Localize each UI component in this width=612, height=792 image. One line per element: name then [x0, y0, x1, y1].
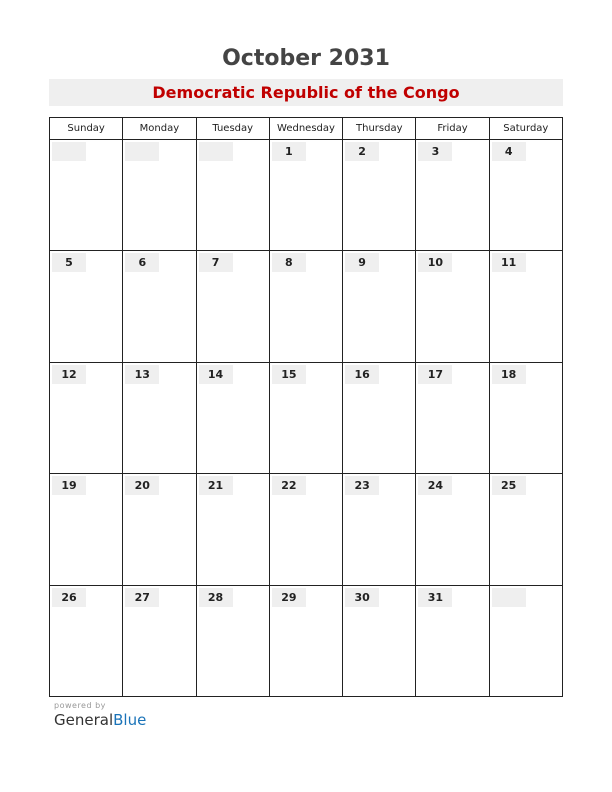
- day-cell: [343, 140, 416, 250]
- day-cell: [343, 251, 416, 361]
- day-number: 8: [272, 253, 306, 272]
- calendar-title: October 2031: [222, 46, 390, 71]
- day-number: 23: [345, 476, 379, 495]
- day-number: 21: [199, 476, 233, 495]
- day-cell: [270, 251, 343, 361]
- day-cell: [197, 586, 270, 697]
- day-number: [492, 588, 526, 607]
- day-cell: [343, 474, 416, 584]
- day-cell: [270, 140, 343, 250]
- day-cell: [50, 474, 123, 584]
- day-cell: [416, 474, 489, 584]
- day-cell: [50, 363, 123, 473]
- weekday-header-row: [50, 118, 562, 140]
- day-cell: [490, 251, 562, 361]
- week-row: [50, 251, 562, 362]
- day-number: 17: [418, 365, 452, 384]
- day-number: 29: [272, 588, 306, 607]
- day-number: 20: [125, 476, 159, 495]
- day-cell: [123, 251, 196, 361]
- day-number: 11: [492, 253, 526, 272]
- day-cell: [343, 363, 416, 473]
- day-cell: [270, 363, 343, 473]
- weekday-header: Wednesday: [270, 118, 343, 139]
- weekday-header: Saturday: [503, 123, 549, 134]
- day-number: 2: [345, 142, 379, 161]
- day-number: 5: [52, 253, 86, 272]
- week-row: [50, 140, 562, 251]
- country-banner: [49, 79, 563, 106]
- day-number: [199, 142, 233, 161]
- day-cell: [197, 363, 270, 473]
- day-number: 1: [272, 142, 306, 161]
- day-number: 26: [52, 588, 86, 607]
- day-number: 31: [418, 588, 452, 607]
- day-number: 18: [492, 365, 526, 384]
- day-number: 7: [199, 253, 233, 272]
- day-number: [52, 142, 86, 161]
- day-number: 28: [199, 588, 233, 607]
- day-number: 13: [125, 365, 159, 384]
- week-row: [50, 363, 562, 474]
- calendar-grid: [49, 117, 563, 697]
- day-number: 14: [199, 365, 233, 384]
- day-cell: [416, 140, 489, 250]
- country-name: Democratic Republic of the Congo: [152, 83, 460, 102]
- powered-by-text: powered by: [54, 701, 106, 710]
- day-number: 4: [492, 142, 526, 161]
- day-number: [125, 142, 159, 161]
- day-number: 10: [418, 253, 452, 272]
- day-number: 22: [272, 476, 306, 495]
- generalblue-logo[interactable]: [54, 711, 146, 729]
- weekday-header: Sunday: [50, 118, 123, 139]
- week-row: [50, 586, 562, 697]
- day-number: 15: [272, 365, 306, 384]
- day-cell: [197, 140, 270, 250]
- day-cell: [416, 363, 489, 473]
- weekday-header: Monday: [123, 118, 196, 139]
- day-number: 12: [52, 365, 86, 384]
- day-cell: [123, 140, 196, 250]
- day-number: 3: [418, 142, 452, 161]
- day-cell: [490, 140, 562, 250]
- day-cell: [50, 586, 123, 697]
- brand-blue: Blue: [113, 711, 147, 729]
- day-cell: [490, 363, 562, 473]
- weekday-header: Tuesday: [197, 118, 270, 139]
- day-cell: [123, 363, 196, 473]
- day-cell: [123, 586, 196, 697]
- day-cell: [197, 474, 270, 584]
- day-cell: [343, 586, 416, 697]
- footer-branding: [54, 701, 146, 729]
- day-cell: [50, 251, 123, 361]
- day-cell: [270, 474, 343, 584]
- day-cell: [490, 474, 562, 584]
- day-cell: [197, 251, 270, 361]
- day-cell: [416, 586, 489, 697]
- weekday-header: Thursday: [343, 118, 416, 139]
- weekday-header: Friday: [416, 118, 489, 139]
- day-cell: [123, 474, 196, 584]
- day-number: 9: [345, 253, 379, 272]
- day-number: 25: [492, 476, 526, 495]
- day-number: 30: [345, 588, 379, 607]
- day-cell: [490, 586, 562, 697]
- day-cell: [50, 140, 123, 250]
- day-cell: [270, 586, 343, 697]
- day-cell: [416, 251, 489, 361]
- day-number: 16: [345, 365, 379, 384]
- day-number: 6: [125, 253, 159, 272]
- day-number: 24: [418, 476, 452, 495]
- day-number: 19: [52, 476, 86, 495]
- day-number: 27: [125, 588, 159, 607]
- brand-general: General: [54, 711, 114, 729]
- week-row: [50, 474, 562, 585]
